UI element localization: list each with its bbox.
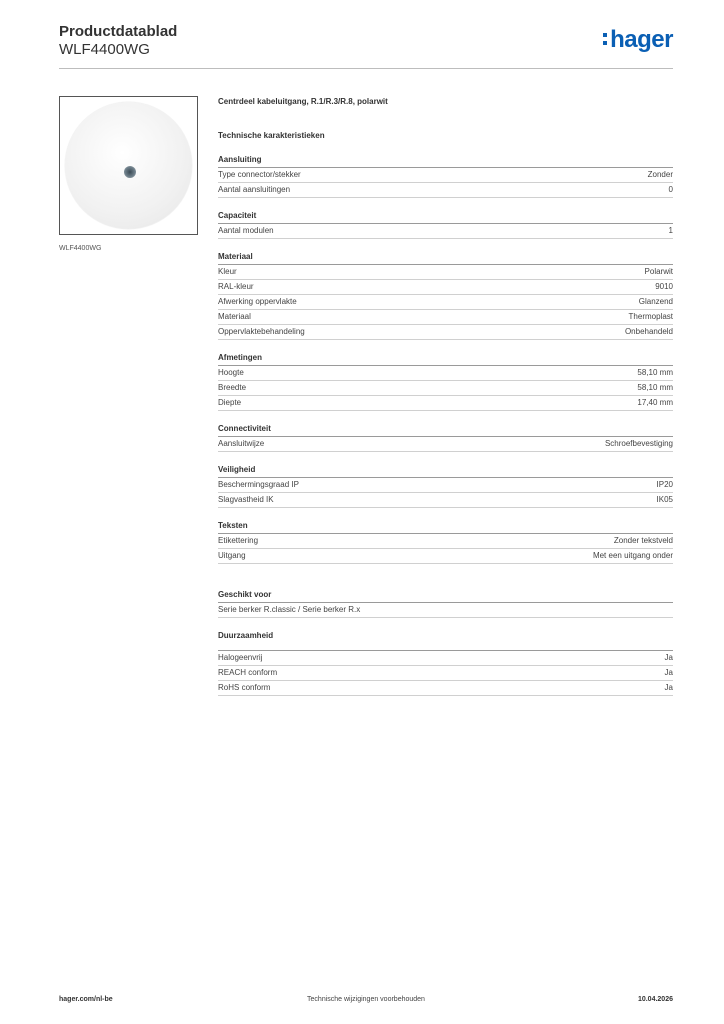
spec-row: [218, 224, 673, 239]
spec-section-connectiviteit: [218, 423, 673, 452]
spec-value: Ja: [664, 653, 673, 662]
logo-colon-icon: [603, 30, 608, 48]
spec-value: 9010: [655, 282, 673, 291]
spec-row: [218, 183, 673, 198]
spec-label: Type connector/stekker: [218, 170, 301, 179]
spec-value: Ja: [664, 683, 673, 692]
footer-date: 10.04.2026: [637, 996, 673, 1003]
spec-value: 0: [668, 185, 673, 194]
spec-section-materiaal: [218, 251, 673, 340]
spec-row: [218, 651, 673, 666]
spec-label: Hoogte: [218, 368, 244, 377]
spec-row: [218, 366, 673, 381]
spec-value: IK05: [656, 495, 673, 504]
spec-label: Slagvastheid IK: [218, 495, 274, 504]
spec-value: 17,40 mm: [637, 398, 673, 407]
spec-label: Serie berker R.classic / Serie berker R.x: [218, 605, 361, 614]
spec-label: RAL-kleur: [218, 282, 254, 291]
section-title: Teksten: [218, 521, 248, 530]
spec-label: Materiaal: [218, 312, 251, 321]
spec-row: [218, 295, 673, 310]
logo-text: hager: [610, 26, 673, 53]
spec-label: Diepte: [218, 398, 242, 407]
spec-label: REACH conform: [218, 668, 278, 677]
spec-row: [218, 493, 673, 508]
spec-label: Aantal aansluitingen: [218, 185, 291, 194]
spec-section-veiligheid: [218, 464, 673, 508]
spec-row: [218, 168, 673, 183]
spec-row: [218, 381, 673, 396]
spec-label: Uitgang: [218, 551, 246, 560]
spec-row: [218, 437, 673, 452]
spec-value: Ja: [664, 668, 673, 677]
page-header: [59, 20, 673, 68]
spec-label: Aansluitwijze: [218, 439, 265, 448]
cable-outlet-hole-icon: [124, 166, 136, 178]
spec-label: Kleur: [218, 267, 237, 276]
spec-label: Oppervlaktebehandeling: [218, 327, 305, 336]
product-code: WLF4400WG: [59, 41, 150, 58]
section-title: Aansluiting: [218, 155, 262, 164]
spec-value: Schroefbevestiging: [604, 439, 673, 448]
spec-row: [218, 666, 673, 681]
spec-section-duurzaamheid: [218, 630, 673, 696]
spec-value: Thermoplast: [628, 312, 673, 321]
product-image: [59, 96, 198, 235]
spec-section-geschikt-voor: [218, 589, 673, 618]
spec-value: Onbehandeld: [624, 327, 673, 336]
spec-row: [218, 534, 673, 549]
spec-content: [218, 96, 673, 696]
spec-row: [218, 549, 673, 564]
section-title: Capaciteit: [218, 211, 257, 220]
spec-value: Met een uitgang onder: [592, 551, 673, 560]
section-title: Geschikt voor: [218, 590, 272, 599]
spec-row: [218, 325, 673, 340]
product-disc-icon: [65, 102, 192, 229]
spec-row: [218, 478, 673, 493]
image-caption: WLF4400WG: [59, 245, 102, 252]
spec-label: Breedte: [218, 383, 247, 392]
spec-row: [218, 280, 673, 295]
document-title: Productdatablad: [59, 23, 178, 40]
spec-row: [218, 681, 673, 696]
spec-label: Etikettering: [218, 536, 259, 545]
spec-label: Halogeenvrij: [218, 653, 263, 662]
spec-label: Beschermingsgraad IP: [218, 480, 299, 489]
spec-section-aansluiting: [218, 154, 673, 198]
section-title: Duurzaamheid: [218, 631, 274, 640]
section-title: Materiaal: [218, 252, 253, 261]
section-title: Veiligheid: [218, 465, 256, 474]
spec-value: Polarwit: [644, 267, 673, 276]
footer-notice: Technische wijzigingen voorbehouden: [307, 996, 425, 1003]
spec-value: Zonder: [647, 170, 673, 179]
spec-section-teksten: [218, 520, 673, 564]
spec-value: IP20: [656, 480, 673, 489]
header-divider: [59, 68, 673, 69]
spec-row: [218, 310, 673, 325]
spec-row: [218, 396, 673, 411]
tech-characteristics-heading: Technische karakteristieken: [218, 131, 325, 140]
spec-value: Zonder tekstveld: [613, 536, 673, 545]
footer-website-link[interactable]: hager.com/nl-be: [59, 996, 113, 1003]
spec-label: RoHS conform: [218, 683, 271, 692]
spec-label: Aantal modulen: [218, 226, 274, 235]
product-description: Centrdeel kabeluitgang, R.1/R.3/R.8, polarwit: [218, 97, 388, 106]
spec-value: 58,10 mm: [637, 383, 673, 392]
spec-value: Glanzend: [638, 297, 673, 306]
page-footer: [59, 996, 673, 1010]
spec-section-afmetingen: [218, 352, 673, 411]
spec-row: [218, 603, 673, 618]
section-title: Connectiviteit: [218, 424, 271, 433]
spec-value: 1: [668, 226, 673, 235]
spec-row: [218, 265, 673, 280]
spec-label: Afwerking oppervlakte: [218, 297, 297, 306]
section-title: Afmetingen: [218, 353, 262, 362]
spec-section-capaciteit: [218, 210, 673, 239]
hager-logo: [603, 26, 673, 54]
spec-value: 58,10 mm: [637, 368, 673, 377]
